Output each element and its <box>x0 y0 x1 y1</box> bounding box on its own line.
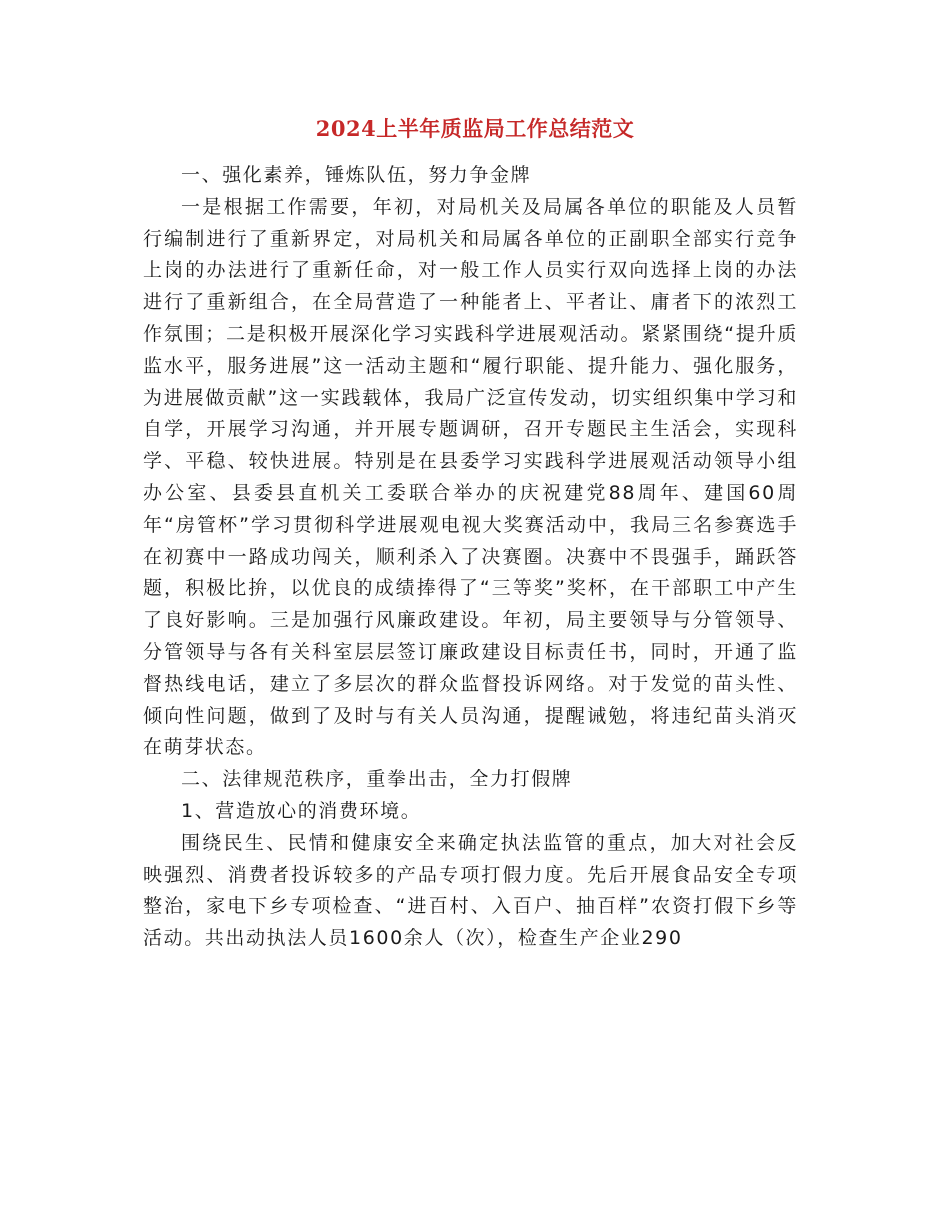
body-paragraph-1: 一是根据工作需要，年初，对局机关及局属各单位的职能及人员暂行编制进行了重新界定，对局机关和局属各单位的正副职全部实行竞争上岗的办法进行了重新任命，对一般工作人员实行双向选择上岗的办法进行了重新组合，在全局营造了一种能者上、平者让、庸者下的浓烈工作氛围；二是积极开展深化学习实践科学进展观活动。紧紧围绕“提升质监水平，服务进展”这一活动主题和“履行职能、提升能力、强化服务，为进展做贡献”这一实践载体，我局广泛宣传发动，切实组织集中学习和自学，开展学习沟通，并开展专题调研，召开专题民主生活会，实现科学、平稳、较快进展。特别是在县委学习实践科学进展观活动领导小组办公室、县委县直机关工委联合举办的庆祝建党88周年、建国60周年“房管杯”学习贯彻科学进展观电视大奖赛活动中，我局三名参赛选手在初赛中一路成功闯关，顺利杀入了决赛圈。决赛中不畏强手，踊跃答题，积极比拚，以优良的成绩捧得了“三等奖”奖杯，在干部职工中产生了良好影响。三是加强行风廉政建设。年初，局主要领导与分管领导、分管领导与各有关科室层层签订廉政建设目标责任书，同时，开通了监督热线电话，建立了多层次的群众监督投诉网络。对于发觉的苗头性、倾向性问题，做到了及时与有关人员沟通，提醒诫勉，将违纪苗头消灭在萌芽状态。 <box>143 195 798 759</box>
document-body <box>143 160 798 955</box>
body-paragraph-2: 围绕民生、民情和健康安全来确定执法监管的重点，加大对社会反映强烈、消费者投诉较多的产品专项打假力度。先后开展食品安全专项整治，家电下乡专项检查、“进百村、入百户、抽百样”农资打假下乡等活动。共出动执法人员1600余人（次），检查生产企业290 <box>143 831 798 950</box>
document-title: 2024上半年质监局工作总结范文 <box>315 116 635 141</box>
section-heading-2: 二、法律规范秩序，重拳出击，全力打假牌 <box>181 768 573 791</box>
section-heading-1: 一、强化素养，锤炼队伍，努力争金牌 <box>181 164 532 186</box>
subsection-heading-1: 1、营造放心的消费环境。 <box>181 799 422 822</box>
